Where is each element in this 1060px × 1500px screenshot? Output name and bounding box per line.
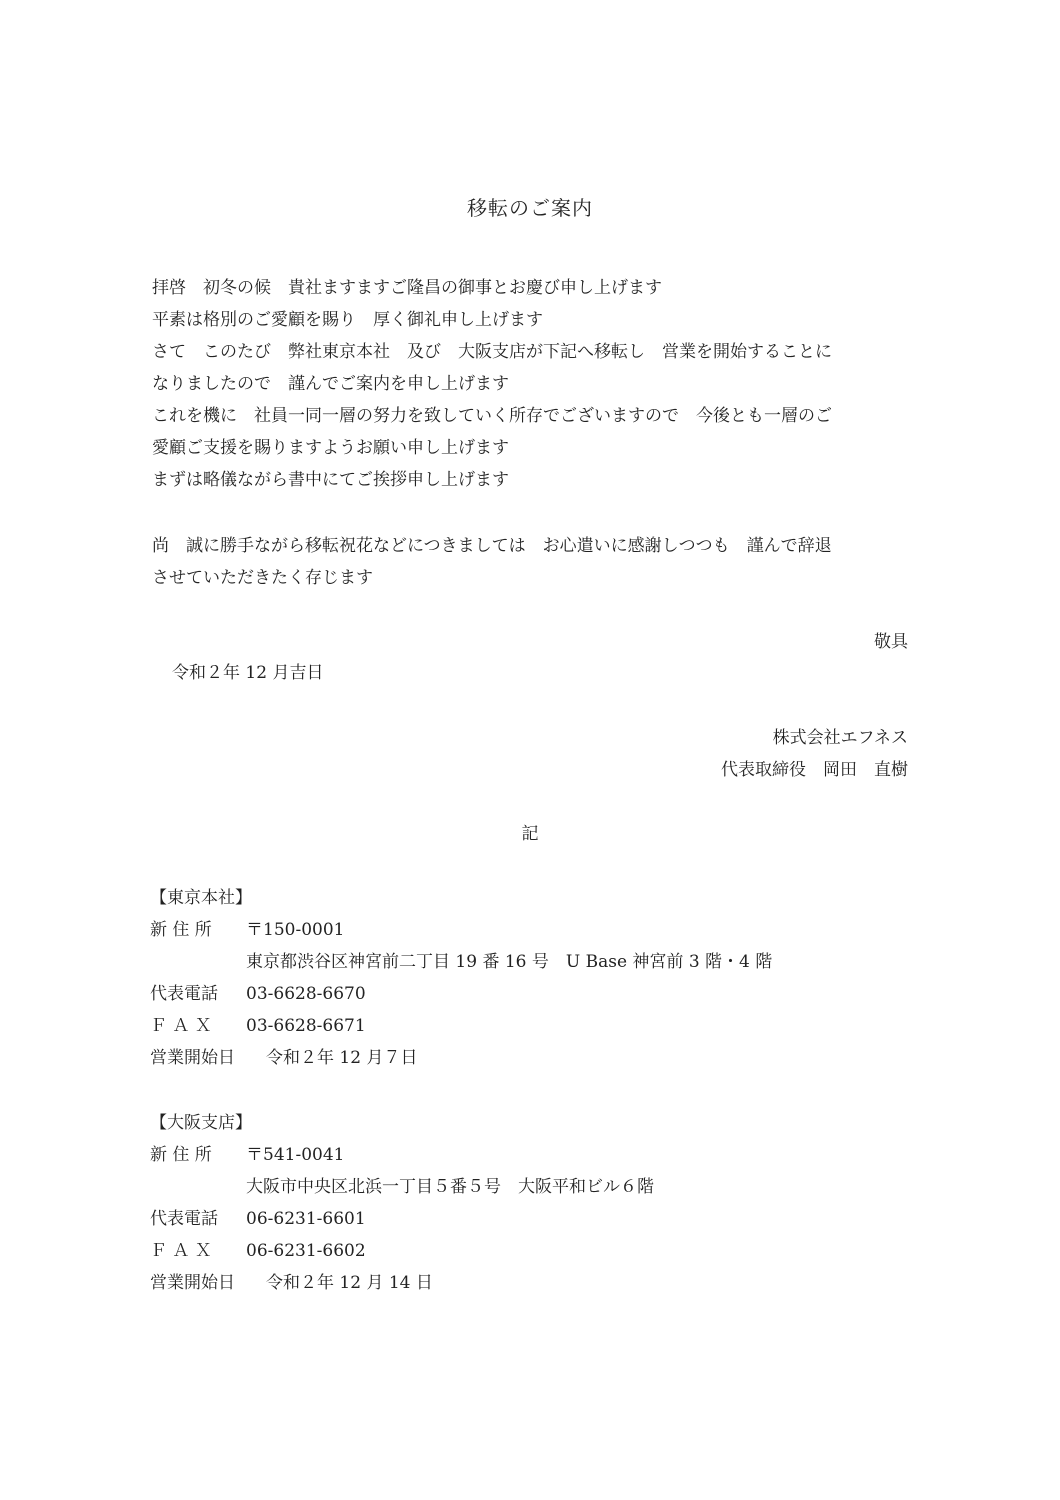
intro-line: さて このたび 弊社東京本社 及び 大阪支店が下記へ移転し 営業を開始することに	[152, 342, 832, 362]
intro-line: 愛顧ご支援を賜りますようお願い申し上げます	[152, 438, 509, 458]
document-title: 移転のご案内	[467, 196, 593, 220]
letter-date: 令和２年 12 月吉日	[172, 663, 324, 683]
fax-label: Ｆ Ａ Ｘ	[150, 1016, 212, 1036]
phone-row	[150, 1203, 910, 1235]
fax-value: 03-6628-6671	[246, 1016, 366, 1036]
start-date-value: 令和２年 12 月 14 日	[266, 1273, 433, 1293]
office-heading: 【東京本社】	[150, 888, 252, 908]
intro-line: これを機に 社員一同一層の努力を致していく所存でございますので 今後とも一層のご	[152, 406, 832, 426]
company-name: 株式会社エフネス	[772, 728, 908, 748]
address-label: 新 住 所	[150, 1145, 212, 1165]
intro-line: 平素は格別のご愛顧を賜り 厚く御礼申し上げます	[152, 310, 543, 330]
greeting-paragraph	[152, 272, 912, 496]
intro-line: なりましたので 謹んでご案内を申し上げます	[152, 374, 509, 394]
address-label: 新 住 所	[150, 920, 212, 940]
fax-label: Ｆ Ａ Ｘ	[150, 1241, 212, 1261]
fax-value: 06-6231-6602	[246, 1241, 366, 1261]
address-row	[150, 914, 910, 946]
office-tokyo	[150, 882, 910, 1074]
office-heading: 【大阪支店】	[150, 1113, 252, 1133]
start-date-row	[150, 1267, 910, 1299]
phone-row	[150, 978, 910, 1010]
address-row-2	[150, 1171, 910, 1203]
intro-line: 拝啓 初冬の候 貴社ますますご隆昌の御事とお慶び申し上げます	[152, 278, 662, 298]
phone-value: 03-6628-6670	[246, 984, 366, 1004]
start-date-row	[150, 1042, 910, 1074]
phone-value: 06-6231-6601	[246, 1209, 366, 1229]
address-indent	[150, 946, 246, 978]
start-date-label: 営業開始日	[150, 1273, 235, 1293]
closing-keigu: 敬具	[874, 632, 908, 652]
office-osaka	[150, 1107, 910, 1299]
phone-label: 代表電話	[150, 1209, 218, 1229]
note-line: させていただきたく存じます	[152, 568, 373, 588]
phone-label: 代表電話	[150, 984, 218, 1004]
start-date-value: 令和２年 12 月７日	[266, 1048, 418, 1068]
ki-heading: 記	[521, 824, 539, 844]
representative-name: 代表取締役 岡田 直樹	[721, 760, 908, 780]
postal-code: 〒541-0041	[246, 1145, 345, 1165]
fax-row	[150, 1235, 910, 1267]
address-row	[150, 1139, 910, 1171]
note-paragraph	[152, 530, 912, 594]
start-date-label: 営業開始日	[150, 1048, 235, 1068]
address-value: 大阪市中央区北浜一丁目５番５号 大阪平和ビル６階	[246, 1177, 654, 1197]
intro-line: まずは略儀ながら書中にてご挨拶申し上げます	[152, 470, 509, 490]
postal-code: 〒150-0001	[246, 920, 345, 940]
address-indent	[150, 1171, 246, 1203]
address-row-2	[150, 946, 910, 978]
fax-row	[150, 1010, 910, 1042]
note-line: 尚 誠に勝手ながら移転祝花などにつきましては お心遣いに感謝しつつも 謹んで辞退	[152, 536, 832, 556]
address-value: 東京都渋谷区神宮前二丁目 19 番 16 号 U Base 神宮前 3 階・4 階	[246, 952, 773, 972]
sender-block	[721, 722, 908, 786]
